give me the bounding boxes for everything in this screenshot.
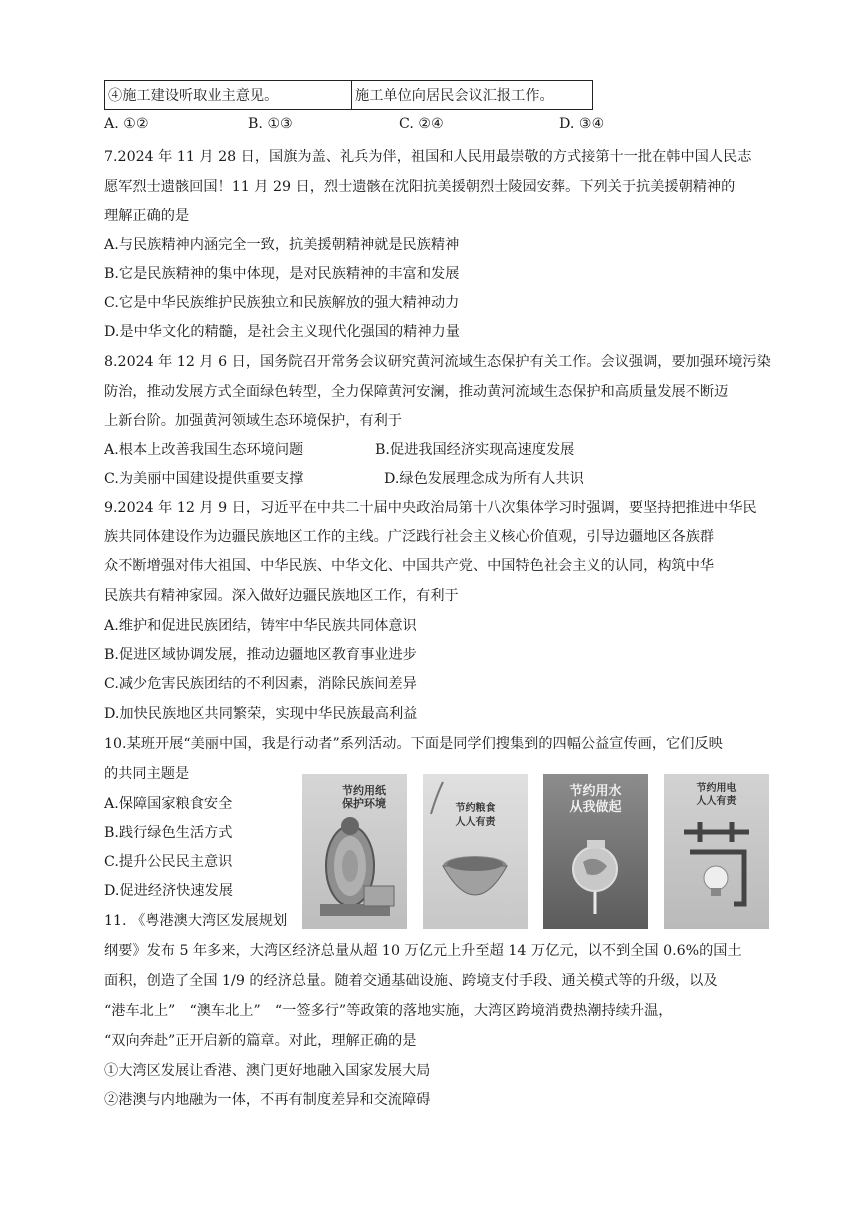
q11-stem-line: 面积，创造了全国 1/9 的经济总量。随着交通基础设施、跨境支付手段、通关模式等的升级，以及 bbox=[104, 973, 718, 989]
q11-stem-line: “双向奔赴”正开启新的篇章。对此，理解正确的是 bbox=[104, 1033, 417, 1049]
q9-option-b: B.促进区域协调发展，推动边疆地区教育事业进步 bbox=[104, 647, 417, 663]
q7-stem-line: 7.2024 年 11 月 28 日，国旗为盖、礼兵为伴，祖国和人民用最崇敬的方式接第十一批在韩中国人民志 bbox=[104, 149, 752, 165]
q8-option-b: B.促进我国经济实现高速度发展 bbox=[375, 442, 575, 458]
q11-stem-line: 纲要》发布 5 年多来，大湾区经济总量从超 10 万亿元上升至超 14 万亿元，以不到全国 0.6%的国土 bbox=[104, 943, 742, 959]
poster-food-saving: 节约粮食 人人有责 bbox=[423, 774, 528, 929]
q11-stem-line: “港车北上” “澳车北上” “一签多行”等政策的落地实施，大湾区跨境消费热潮持续升温， bbox=[104, 1003, 673, 1019]
q10-option-c: C.提升公民民主意识 bbox=[104, 854, 233, 870]
q10-stem-line: 的共同主题是 bbox=[104, 766, 190, 782]
q9-option-c: C.减少危害民族团结的不利因素，消除民族间差异 bbox=[104, 676, 417, 692]
q9-option-a: A.维护和促进民族团结，铸牢中华民族共同体意识 bbox=[104, 618, 417, 634]
q8-stem-line: 防治，推动发展方式全面绿色转型，全力保障黄河安澜，推动黄河流域生态保护和高质量发展不断迈 bbox=[104, 384, 729, 400]
faucet-globe-icon bbox=[543, 774, 648, 929]
q10-option-b: B.践行绿色生活方式 bbox=[104, 825, 233, 841]
q7-option-a: A.与民族精神内涵完全一致，抗美援朝精神就是民族精神 bbox=[104, 237, 460, 253]
q6-option-b: B. ①③ bbox=[248, 116, 293, 132]
q10-option-d: D.促进经济快速发展 bbox=[104, 883, 233, 899]
q7-option-d: D.是中华文化的精髓，是社会主义现代化强国的精神力量 bbox=[104, 324, 460, 340]
q8-option-a: A.根本上改善我国生态环境问题 bbox=[104, 442, 304, 458]
q8-option-d: D.绿色发展理念成为所有人共识 bbox=[384, 471, 584, 487]
poster-paper-saving: 节约用纸 保护环境 bbox=[302, 774, 407, 929]
q9-stem-line: 民族共有精神家园。深入做好边疆民族地区工作，有利于 bbox=[104, 588, 459, 604]
q6-option-a: A. ①② bbox=[104, 116, 149, 132]
poster-electricity-saving: 节约用电 人人有责 bbox=[664, 774, 769, 929]
q10-option-a: A.保障国家粮食安全 bbox=[104, 796, 233, 812]
q6-option-c: C. ②④ bbox=[399, 116, 444, 132]
q11-statement-2: ②港澳与内地融为一体，不再有制度差异和交流障碍 bbox=[104, 1092, 431, 1108]
q11-stem-line: 11. 《粤港澳大湾区发展规划 bbox=[104, 913, 288, 929]
q11-statement-1: ①大湾区发展让香港、澳门更好地融入国家发展大局 bbox=[104, 1063, 431, 1079]
rice-bowl-icon bbox=[423, 774, 528, 929]
answer-table-row bbox=[104, 80, 593, 110]
table-cell-right: 施工单位向居民会议汇报工作。 bbox=[355, 88, 554, 104]
lightbulb-icon bbox=[664, 774, 769, 929]
tree-slice-icon bbox=[302, 774, 407, 929]
table-cell-left: ④施工建设听取业主意见。 bbox=[105, 81, 352, 109]
poster-water-saving: 节约用水 从我做起 bbox=[543, 774, 648, 929]
q9-stem-line: 族共同体建设作为边疆民族地区工作的主线。广泛践行社会主义核心价值观，引导边疆地区各族群 bbox=[104, 529, 715, 545]
q10-stem-line: 10.某班开展“美丽中国，我是行动者”系列活动。下面是同学们搜集到的四幅公益宣传画，它们反映 bbox=[104, 736, 723, 752]
q8-option-c: C.为美丽中国建设提供重要支撑 bbox=[104, 471, 304, 487]
q7-option-b: B.它是民族精神的集中体现，是对民族精神的丰富和发展 bbox=[104, 266, 460, 282]
q9-stem-line: 众不断增强对伟大祖国、中华民族、中华文化、中国共产党、中国特色社会主义的认同，构筑中华 bbox=[104, 558, 715, 574]
q8-stem-line: 上新台阶。加强黄河领域生态环境保护，有利于 bbox=[104, 413, 402, 429]
q7-stem-line: 愿军烈士遗骸回国！11 月 29 日，烈士遗骸在沈阳抗美援朝烈士陵园安葬。下列关于抗美援朝精神的 bbox=[104, 179, 736, 195]
q9-stem-line: 9.2024 年 12 月 9 日，习近平在中共二十届中央政治局第十八次集体学习时强调，要坚持把推进中华民 bbox=[104, 500, 757, 516]
q7-stem-line: 理解正确的是 bbox=[104, 208, 190, 224]
q7-option-c: C.它是中华民族维护民族独立和民族解放的强大精神动力 bbox=[104, 295, 460, 311]
q8-stem-line: 8.2024 年 12 月 6 日，国务院召开常务会议研究黄河流域生态保护有关工作。会议强调，要加强环境污染 bbox=[104, 354, 771, 370]
q9-option-d: D.加快民族地区共同繁荣，实现中华民族最高利益 bbox=[104, 706, 418, 722]
q6-option-d: D. ③④ bbox=[559, 116, 605, 132]
